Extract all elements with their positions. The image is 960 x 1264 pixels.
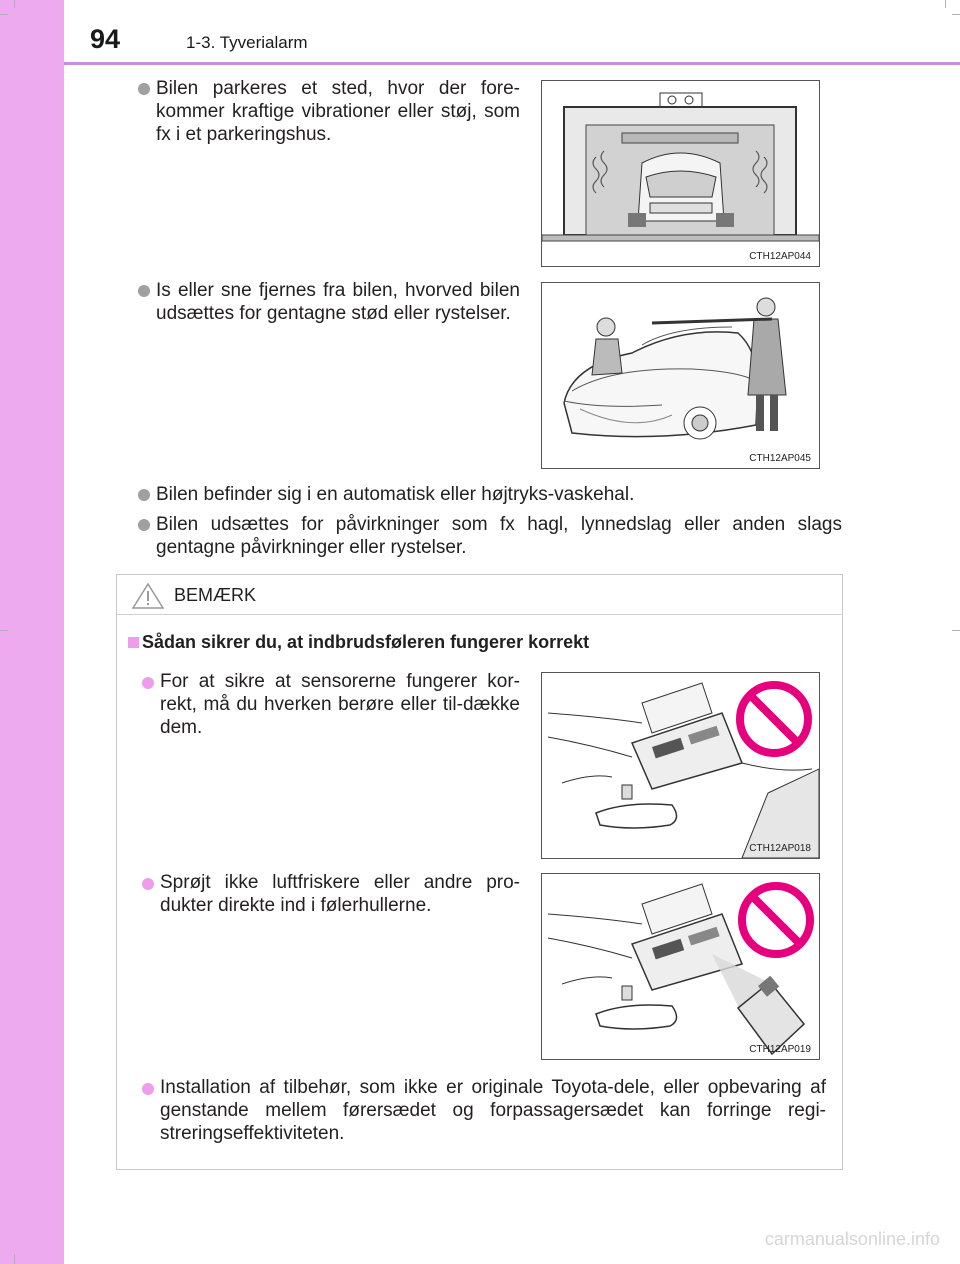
page-number: 94 bbox=[90, 24, 121, 54]
figure-code: CTH12AP044 bbox=[749, 251, 811, 262]
bullet-external-impacts: Bilen udsættes for påvirkninger som fx hagl, lynnedslag eller anden slags gentagne påvirkninger eller rystelser. bbox=[156, 514, 842, 558]
bullet-parking-vibration: Bilen parkeres et sted, hvor der fore-kommer kraftige vibrationer eller støj, som fx i et parkeringshus. bbox=[156, 78, 520, 145]
section-title: 1-3. Tyverialarm bbox=[186, 33, 308, 52]
figure-no-spray bbox=[541, 873, 820, 1060]
bullet-dot bbox=[142, 1083, 154, 1095]
figure-code: CTH12AP045 bbox=[749, 453, 811, 464]
figure-sensor-do-not-cover bbox=[541, 672, 820, 859]
snow-removal-illustration bbox=[542, 283, 819, 468]
figure-parking-garage bbox=[541, 80, 820, 267]
square-bullet bbox=[128, 637, 139, 648]
notice-divider bbox=[117, 614, 842, 615]
bullet-dot bbox=[138, 83, 150, 95]
bullet-dot bbox=[138, 489, 150, 501]
figure-code: CTH12AP019 bbox=[749, 1044, 811, 1055]
notice-subheading: Sådan sikrer du, at indbrudsføleren fungerer korrekt bbox=[142, 632, 590, 652]
side-color-strip bbox=[0, 0, 64, 1264]
crop-mark bbox=[0, 14, 8, 15]
crop-mark bbox=[945, 0, 946, 8]
sensor-illustration bbox=[542, 673, 819, 858]
notice-item-accessories: Installation af tilbehør, som ikke er originale Toyota-dele, eller opbevaring af genstande mellem førersædet og forpassagersædet kan forringe regi-streringseffektiviteten. bbox=[160, 1077, 826, 1144]
notice-item-do-not-cover: For at sikre at sensorerne fungerer kor-rekt, må du hverken berøre eller til-dække dem. bbox=[160, 671, 520, 738]
bullet-car-wash: Bilen befinder sig i en automatisk eller højtryks-vaskehal. bbox=[156, 484, 635, 505]
crop-mark bbox=[14, 1254, 15, 1264]
notice-item-no-spray: Sprøjt ikke luftfriskere eller andre pro-dukter direkte ind i følerhullerne. bbox=[160, 872, 520, 916]
crop-mark bbox=[952, 14, 960, 15]
spray-illustration bbox=[542, 874, 819, 1059]
crop-mark bbox=[952, 630, 960, 631]
parking-garage-illustration bbox=[542, 81, 819, 266]
bullet-dot bbox=[138, 519, 150, 531]
warning-triangle-icon bbox=[131, 582, 165, 610]
figure-code: CTH12AP018 bbox=[749, 843, 811, 854]
bullet-snow-removal: Is eller sne fjernes fra bilen, hvorved bilen udsættes for gentagne stød eller rystelser. bbox=[156, 280, 520, 324]
header-rule bbox=[64, 62, 960, 65]
figure-snow-removal bbox=[541, 282, 820, 469]
bullet-dot bbox=[142, 677, 154, 689]
notice-title: BEMÆRK bbox=[174, 585, 257, 605]
bullet-dot bbox=[138, 285, 150, 297]
bullet-dot bbox=[142, 878, 154, 890]
crop-mark bbox=[0, 630, 8, 631]
crop-mark bbox=[14, 0, 15, 8]
watermark: carmanualsonline.info bbox=[764, 1229, 940, 1249]
